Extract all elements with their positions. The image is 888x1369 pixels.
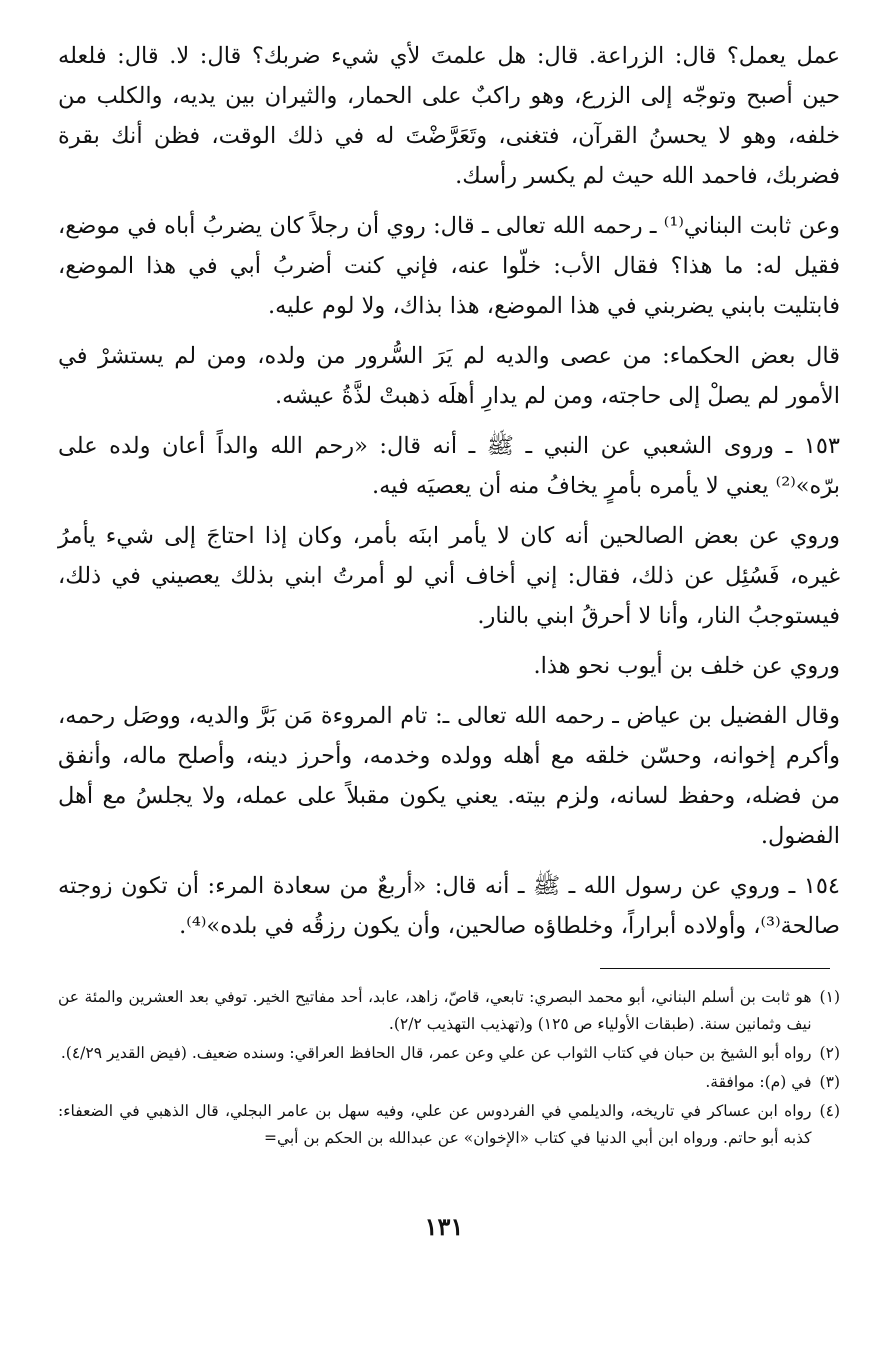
paragraph-1: عمل يعمل؟ قال: الزراعة. قال: هل علمتَ لأي شيء ضربك؟ قال: لا. قال: فلعله حين أصبح وتوجّه إلى الزرع، وهو راكبٌ على الحمار، والثيران بين يديه، والكلب من خلفه، وهو لا يحسنُ القرآن، فتغنى، وتَعَرَّضْتَ له في ذلك الوقت، فظن أنك بقرة فضربك، فاحمد الله حيث لم يكسر رأسك. bbox=[58, 43, 840, 189]
paragraph-3: قال بعض الحكماء: من عصى والديه لم يَرَ السُّرور من ولده، ومن لم يستشرْ في الأمور لم يصلْ إلى حاجته، ومن لم يدارِ أهلَه ذهبتْ لذَّةُ عيشه. bbox=[58, 343, 840, 409]
footnotes bbox=[58, 984, 840, 1154]
paragraph-4: ١٥٣ ـ وروى الشعبي عن النبي ـ ﷺ ـ أنه قال: «رحم الله والداً أعان ولده على برّه»⁽²⁾ يعني لا يأمره بأمرٍ يخافُ منه أن يعصيَه فيه. bbox=[58, 433, 840, 499]
footnote-text: هو ثابت بن أسلم البناني، أبو محمد البصري: تابعي، قاصّ، زاهد، عابد، أحد مفاتيح الخير. توفي بعد العشرين والمئة عن نيف وثمانين سنة. (طبقات الأولياء ص ١٢٥) و(تهذيب التهذيب ٢/٢). bbox=[58, 988, 812, 1033]
paragraph-6: وروي عن خلف بن أيوب نحو هذا. bbox=[533, 653, 840, 679]
footnote-number: (١) bbox=[819, 988, 840, 1006]
page-number: ١٣١ bbox=[424, 1212, 464, 1241]
footnote-1 bbox=[58, 984, 840, 1038]
footnote-4 bbox=[58, 1098, 840, 1152]
footnote-text: رواه ابن عساكر في تاريخه، والديلمي في الفردوس عن علي، وفيه سهل بن عامر البجلي، قال الذهبي في الضعفاء: كذبه أبو حاتم. ورواه ابن أبي الدنيا في كتاب «الإخوان» عن عبدالله بن الحكم بن أبي= bbox=[58, 1102, 812, 1147]
paragraph-8: ١٥٤ ـ وروي عن رسول الله ـ ﷺ ـ أنه قال: «أربعٌ من سعادة المرء: أن تكون زوجته صالحة⁽³⁾، وأولاده أبراراً، وخلطاؤه صالحين، وأن يكون رزقُه في بلده»⁽⁴⁾. bbox=[58, 873, 840, 939]
footnote-number: (٤) bbox=[819, 1102, 840, 1120]
footnote-3 bbox=[58, 1069, 840, 1096]
paragraph-2: وعن ثابت البناني⁽¹⁾ ـ رحمه الله تعالى ـ قال: روي أن رجلاً كان يضربُ أباه في موضع، فقيل له: ما هذا؟ فقال الأب: خلّوا عنه، فإني كنت أضربُ أبي في هذا الموضع، فابتليت بابني يضربني في هذا الموضع، هذا بذاك، ولا لوم عليه. bbox=[58, 213, 841, 319]
footnote-text: رواه أبو الشيخ بن حبان في كتاب الثواب عن علي وعن عمر، قال الحافظ العراقي: وسنده ضعيف. (فيض القدير ٤/٢٩). bbox=[60, 1044, 812, 1062]
paragraph-7: وقال الفضيل بن عياض ـ رحمه الله تعالى ـ: تام المروءة مَن بَرَّ والديه، ووصَل رحمه، وأكرم إخوانه، وحسّن خلقه مع أهله وولده وخدمه، وأحرز دينه، وأصلح ماله، وأنفق من فضله، وحفظ لسانه، ولزم بيته. يعني يكون مقبلاً على عمله، ولا يجلسُ مع أهل الفضول. bbox=[58, 703, 840, 849]
footnote-2 bbox=[58, 1040, 840, 1067]
footnote-text: في (م): موافقة. bbox=[705, 1073, 812, 1091]
footnote-number: (٣) bbox=[819, 1073, 840, 1091]
footnote-separator bbox=[600, 968, 830, 969]
footnote-number: (٢) bbox=[819, 1044, 840, 1062]
paragraph-5: وروي عن بعض الصالحين أنه كان لا يأمر ابنَه بأمر، وكان إذا احتاجَ إلى شيء يأمرُ غيره، فَسُئِل عن ذلك، فقال: إني أخاف أني لو أمرتُ ابني بذلك يعصيني في ذلك، فيستوجبُ النار، وأنا لا أحرقُ ابني بالنار. bbox=[58, 523, 840, 629]
main-text bbox=[58, 36, 840, 956]
